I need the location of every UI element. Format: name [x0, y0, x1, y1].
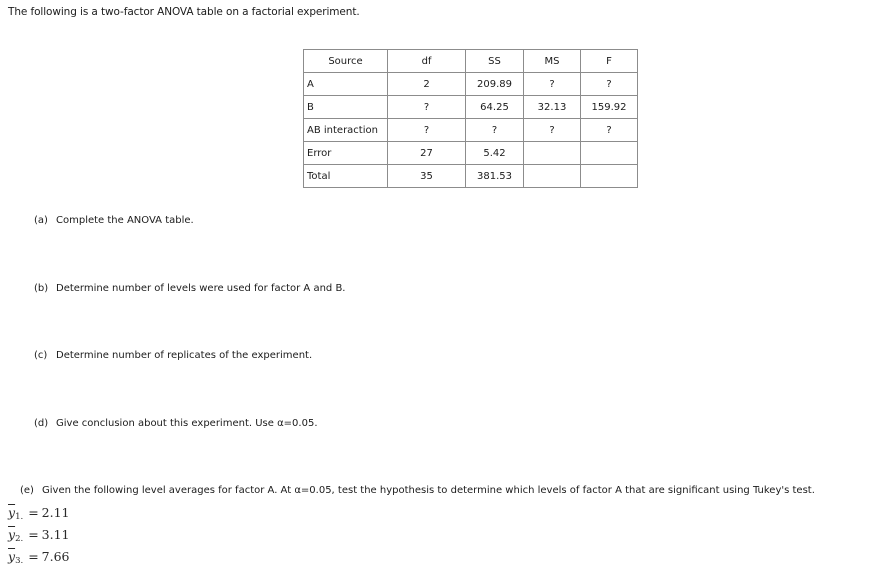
cell-source: B	[304, 96, 388, 119]
question-text: Determine number of levels were used for factor A and B.	[56, 283, 346, 294]
cell-ss: 209.89	[466, 73, 524, 96]
question-b	[34, 283, 345, 294]
equals-sign: =	[28, 505, 39, 520]
question-label: (e)	[20, 485, 34, 496]
cell-df: 35	[388, 165, 466, 188]
table-row	[304, 165, 638, 188]
ybar-subscript: 1.	[15, 512, 24, 522]
intro-text: The following is a two-factor ANOVA table on a factorial experiment.	[8, 6, 360, 18]
cell-f: ?	[581, 119, 638, 142]
ybar-subscript: 2.	[15, 534, 24, 544]
cell-f: 159.92	[581, 96, 638, 119]
question-text: Give conclusion about this experiment. Use α=0.05.	[56, 418, 318, 429]
level-average-value: 7.66	[41, 549, 70, 564]
question-e	[20, 485, 815, 496]
question-c	[34, 350, 312, 361]
header-ms: MS	[524, 50, 581, 73]
table-row	[304, 119, 638, 142]
table-row	[304, 96, 638, 119]
cell-ss: 381.53	[466, 165, 524, 188]
header-ss: SS	[466, 50, 524, 73]
table-row	[304, 73, 638, 96]
header-source: Source	[304, 50, 388, 73]
cell-df: 2	[388, 73, 466, 96]
cell-ss: ?	[466, 119, 524, 142]
level-average-value: 3.11	[41, 527, 70, 542]
cell-source: A	[304, 73, 388, 96]
cell-ms	[524, 142, 581, 165]
ybar-symbol: $\overline{y}$	[8, 549, 16, 564]
cell-ms: ?	[524, 73, 581, 96]
question-label: (c)	[34, 350, 48, 361]
cell-df: ?	[388, 119, 466, 142]
header-df: df	[388, 50, 466, 73]
cell-ms: ?	[524, 119, 581, 142]
question-label: (b)	[34, 283, 49, 294]
cell-df: 27	[388, 142, 466, 165]
table-header-row	[304, 50, 638, 73]
question-d	[34, 418, 318, 429]
cell-df: ?	[388, 96, 466, 119]
cell-source: Total	[304, 165, 388, 188]
ybar-symbol: $\overline{y}$	[8, 527, 16, 542]
question-text: Given the following level averages for factor A. At α=0.05, test the hypothesis to determine which levels of factor A that are significant using Tukey's test.	[42, 485, 815, 496]
cell-ms: 32.13	[524, 96, 581, 119]
question-label: (d)	[34, 418, 49, 429]
question-a	[34, 215, 194, 226]
question-text: Complete the ANOVA table.	[56, 215, 194, 226]
question-text: Determine number of replicates of the experiment.	[56, 350, 313, 361]
header-f: F	[581, 50, 638, 73]
question-label: (a)	[34, 215, 48, 226]
cell-f: ?	[581, 73, 638, 96]
cell-ss: 64.25	[466, 96, 524, 119]
ybar-subscript: 3.	[15, 556, 24, 566]
level-average-1	[8, 505, 70, 522]
cell-ms	[524, 165, 581, 188]
anova-table	[303, 49, 638, 188]
level-average-3	[8, 549, 70, 566]
cell-f	[581, 142, 638, 165]
equals-sign: =	[28, 527, 39, 542]
table-row	[304, 142, 638, 165]
cell-source: Error	[304, 142, 388, 165]
cell-f	[581, 165, 638, 188]
cell-ss: 5.42	[466, 142, 524, 165]
cell-source: AB interaction	[304, 119, 388, 142]
level-average-2	[8, 527, 70, 544]
equals-sign: =	[28, 549, 39, 564]
ybar-symbol: $\overline{y}$	[8, 505, 16, 520]
level-average-value: 2.11	[41, 505, 70, 520]
